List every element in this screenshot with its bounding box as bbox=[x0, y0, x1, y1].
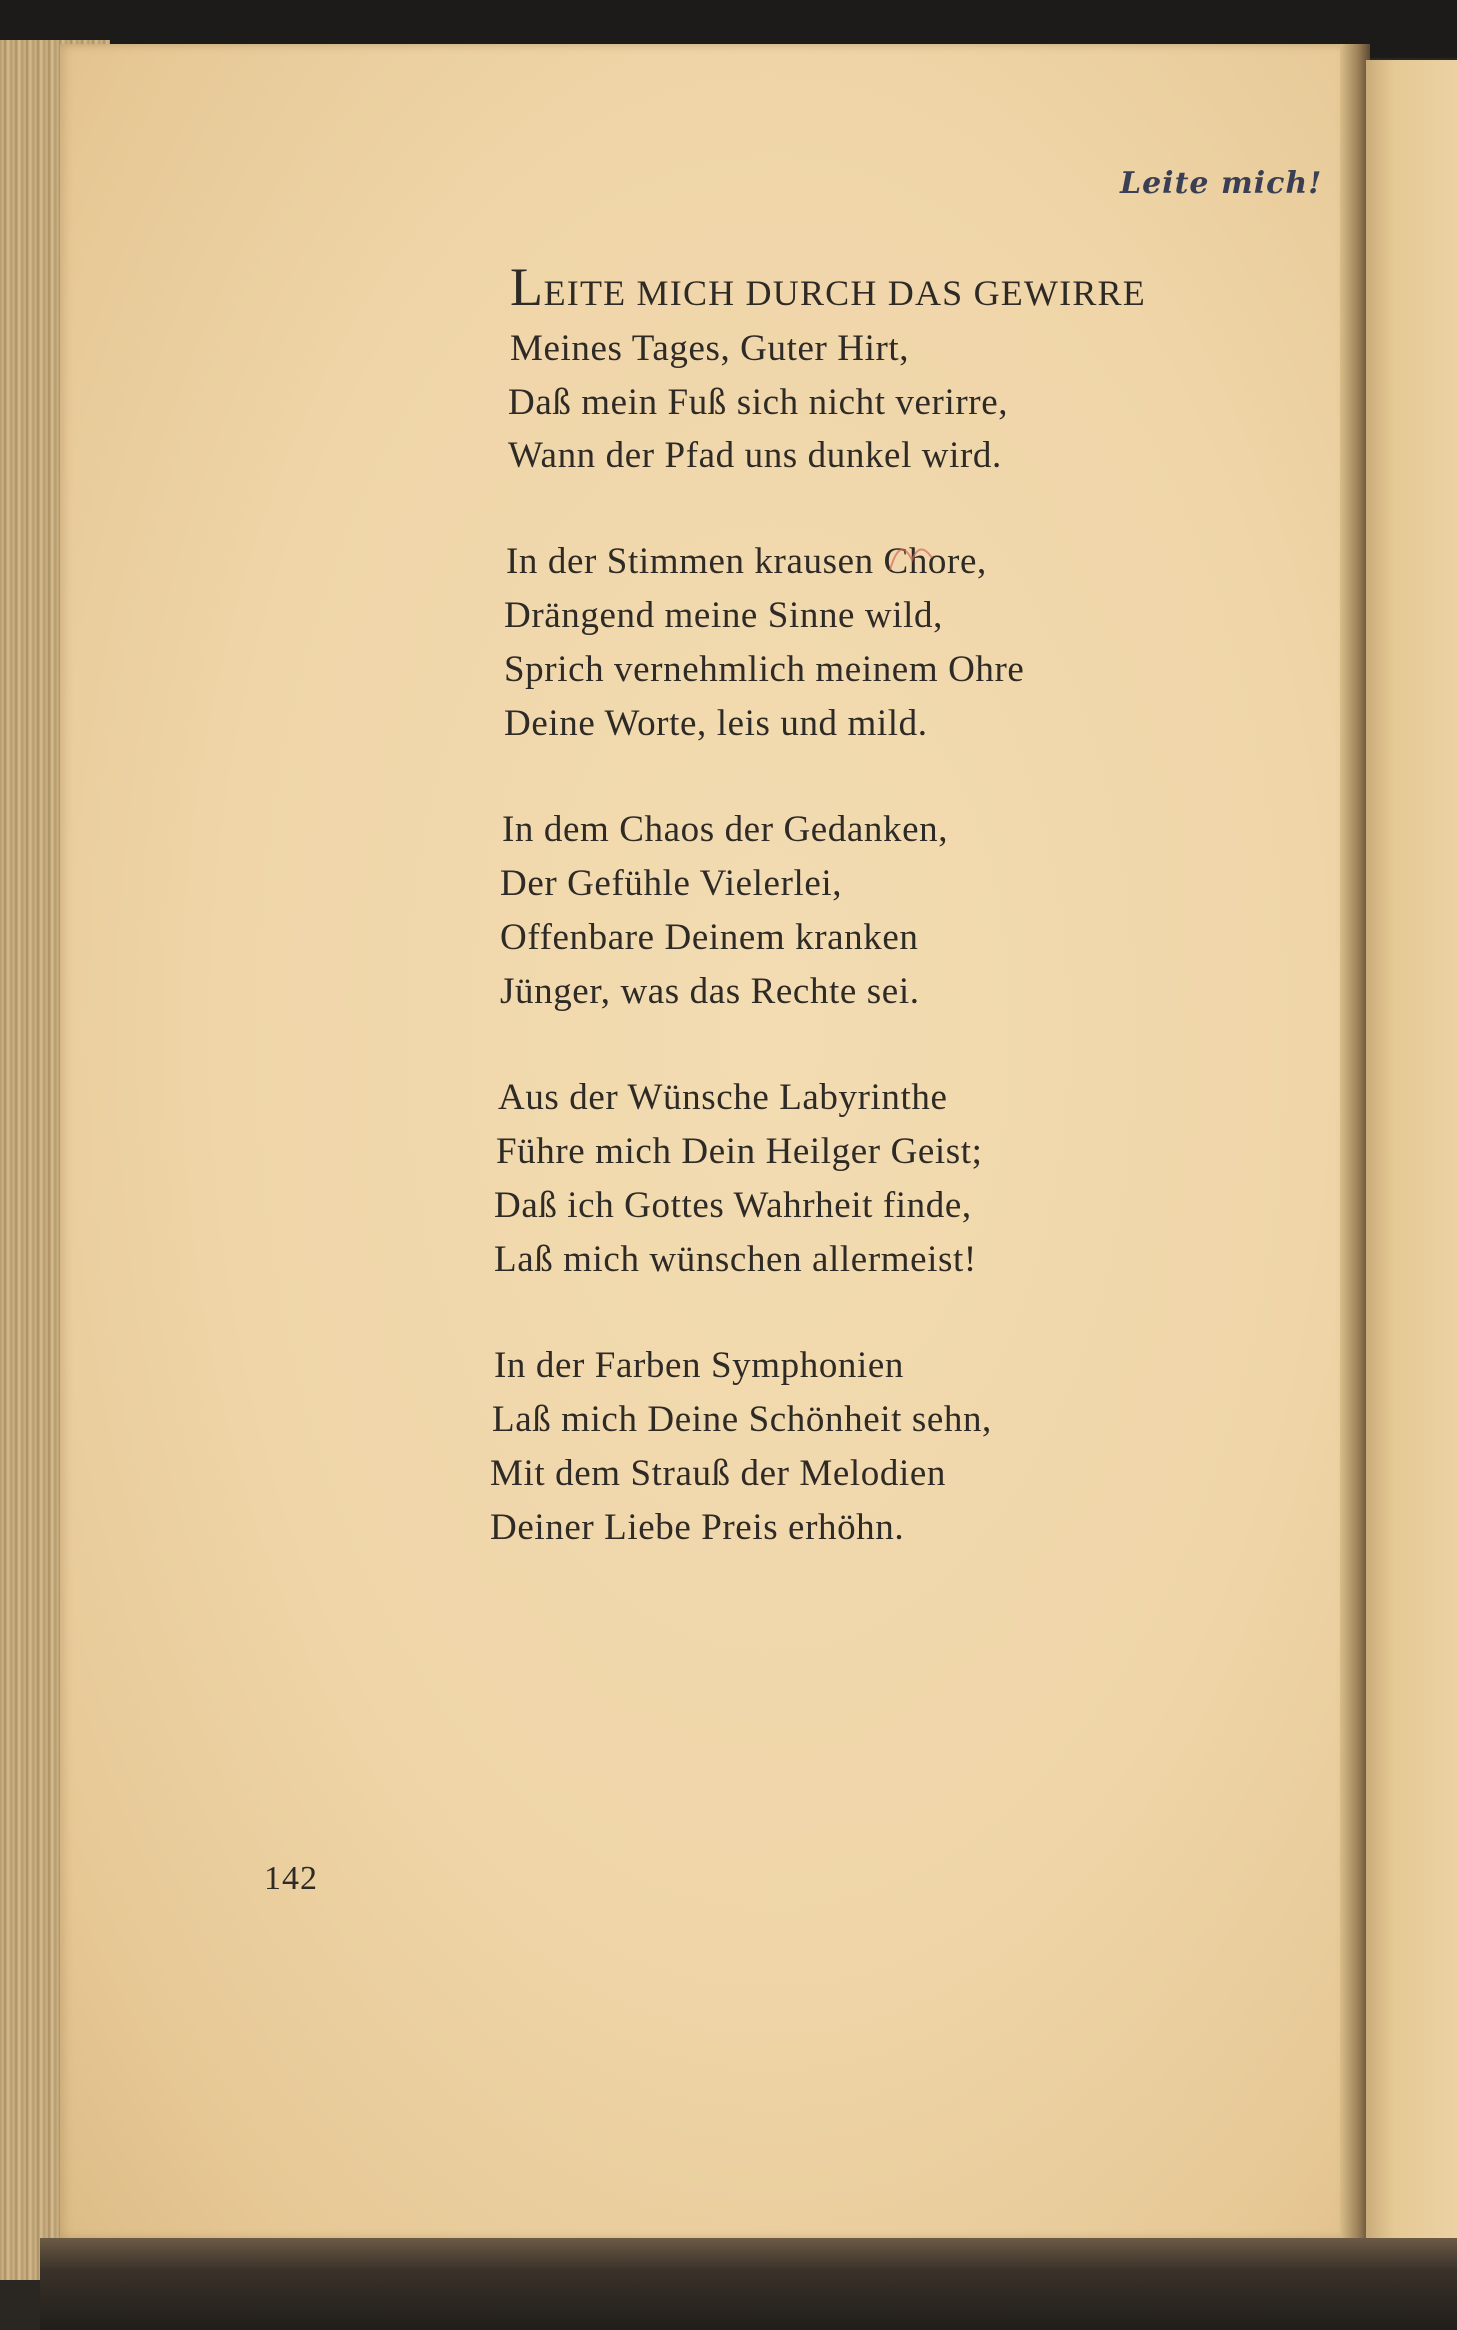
poem-line: Mit dem Strauß der Melodien bbox=[490, 1453, 947, 1494]
poem-line: In der Farben Symphonien bbox=[494, 1345, 905, 1386]
poem-line: Laß mich wünschen allermeist! bbox=[494, 1239, 977, 1280]
poem-line: Laß mich Deine Schönheit sehn, bbox=[492, 1399, 992, 1440]
poem-line: In der Stimmen krausen Chore, bbox=[506, 541, 987, 582]
poem-initial: L bbox=[510, 257, 544, 317]
poem-line: Aus der Wünsche Labyrinthe bbox=[498, 1077, 948, 1118]
pencil-annotation-mark bbox=[880, 530, 960, 590]
poem-title-line bbox=[510, 256, 1146, 318]
poem-title-rest: EITE MICH DURCH DAS GEWIRRE bbox=[543, 273, 1146, 313]
poem-line: Daß mein Fuß sich nicht verirre, bbox=[508, 382, 1009, 423]
poem-line: Drängend meine Sinne wild, bbox=[504, 595, 943, 636]
poem-line: Der Gefühle Vielerlei, bbox=[500, 863, 843, 904]
poem-line: Meines Tages, Guter Hirt, bbox=[510, 328, 910, 369]
poem-line: In dem Chaos der Gedanken, bbox=[502, 809, 949, 850]
poem-line: Offenbare Deinem kranken bbox=[500, 917, 919, 958]
running-head: Leite mich! bbox=[1120, 166, 1323, 201]
page-number: 142 bbox=[264, 1860, 318, 1897]
poem-line: Jünger, was das Rechte sei. bbox=[500, 971, 920, 1012]
poem-line: Sprich vernehmlich meinem Ohre bbox=[504, 649, 1025, 690]
poem-line: Deine Worte, leis und mild. bbox=[504, 703, 928, 744]
poem-line: Daß ich Gottes Wahrheit finde, bbox=[494, 1185, 972, 1226]
poem-line: Führe mich Dein Heilger Geist; bbox=[496, 1131, 983, 1172]
poem-line: Deiner Liebe Preis erhöhn. bbox=[490, 1507, 905, 1548]
poem-line: Wann der Pfad uns dunkel wird. bbox=[508, 435, 1002, 476]
